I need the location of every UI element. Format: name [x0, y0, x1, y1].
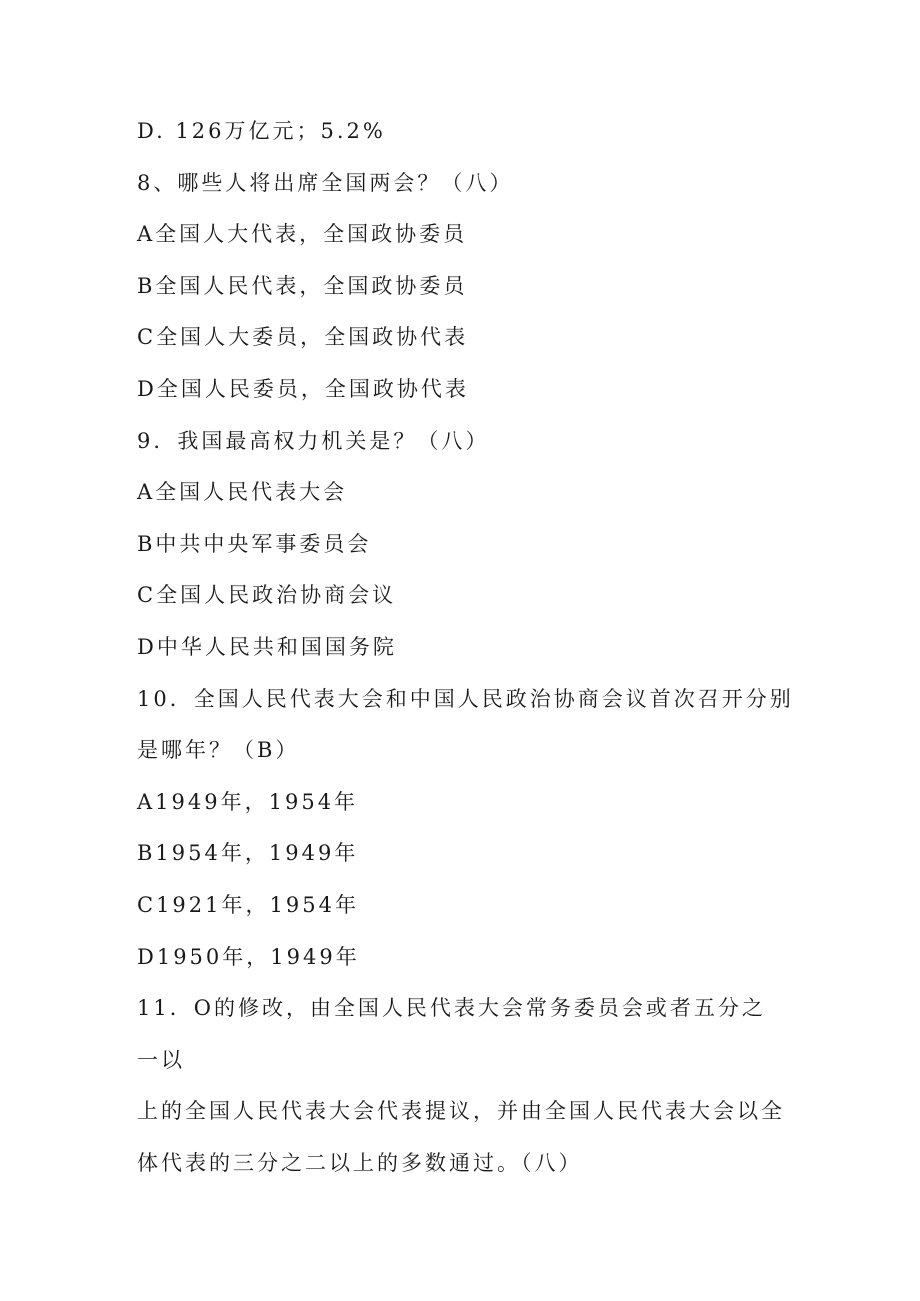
option-d-q7: D. 126万亿元；5.2% [137, 119, 386, 143]
question-10-line-1: 10．全国人民代表大会和中国人民政治协商会议首次召开分别 [137, 686, 794, 711]
text-body [137, 113, 837, 1196]
question-11-line-2: 一以 [137, 1047, 185, 1072]
question-11-line-3: 上的全国人民代表大会代表提议，并由全国人民代表大会以全 [137, 1099, 785, 1124]
question-9: 9．我国最高权力机关是？（八） [137, 428, 490, 453]
option-a-q8: A全国人大代表，全国政协委员 [137, 222, 468, 247]
question-8: 8、哪些人将出席全国两会？（八） [137, 170, 514, 195]
option-a-q10: A1949年，1954年 [137, 789, 359, 814]
question-11-line-4: 体代表的三分之二以上的多数通过。（八） [137, 1150, 583, 1175]
option-a-q9: A全国人民代表大会 [137, 480, 348, 505]
option-d-q8: D全国人民委员，全国政协代表 [137, 376, 469, 401]
question-10-line-2: 是哪年？（B） [137, 738, 300, 763]
option-b-q10: B1954年，1949年 [137, 841, 359, 866]
option-d-q10: D1950年，1949年 [137, 944, 360, 969]
option-b-q9: B中共中央军事委员会 [137, 531, 372, 556]
option-b-q8: B全国人民代表，全国政协委员 [137, 273, 468, 298]
option-c-q10: C1921年，1954年 [137, 892, 359, 917]
option-c-q9: C全国人民政治协商会议 [137, 583, 397, 608]
option-c-q8: C全国人大委员，全国政协代表 [137, 325, 469, 350]
question-11-line-1: 11．O的修改，由全国人民代表大会常务委员会或者五分之 [137, 996, 766, 1021]
option-d-q9: D中华人民共和国国务院 [137, 634, 397, 659]
